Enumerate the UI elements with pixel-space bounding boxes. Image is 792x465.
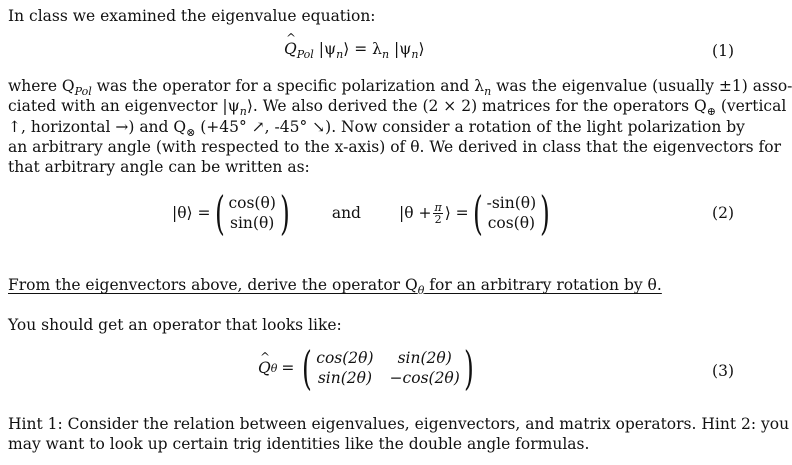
- ket-theta-plus: |θ +: [398, 204, 432, 222]
- paragraph-line-3: ↑, horizontal →) and $Q_\otimes$ (+45° ↗, -45° ↘). Now consider a rotation of the light polarization by: [8, 118, 745, 139]
- equation-2: |θ⟩ = ( cos(θ) sin(θ) ) and |θ + $\frac{\pi}{2}$ ⟩ = ( -sin(θ) cos(θ) ): [172, 190, 554, 236]
- operator-subscript: Pol: [296, 48, 314, 61]
- operator-matrix: ( cos(2θ) sin(2θ) sin(2θ) −cos(2θ) ): [302, 341, 474, 395]
- vector-theta-plus: ( -sin(θ) cos(θ) ): [472, 186, 551, 240]
- equation-number-1: (1): [712, 42, 734, 60]
- equation-number-3: (3): [712, 362, 734, 380]
- and-word: and: [331, 204, 361, 222]
- paragraph-line-2: ciated with an eigenvector $|\psi_n⟩$. We also derived the (2 × 2) matrices for the operators $Q_\oplus$ (vertical: [8, 97, 787, 118]
- paragraph-line-4: an arbitrary angle (with respected to the x-axis) of θ. We derived in class that the eigenvectors for: [8, 138, 782, 156]
- equation-1: ^ $Q_{Pol}$ $|\psi_n⟩ = \lambda_n$ $|\psi_n⟩$: [284, 40, 425, 61]
- paragraph-line-1: where $Q_{Pol}$ was the operator for a specific polarization and $\lambda_n$ was the eigenvalue (usually ±1) asso-: [8, 77, 792, 98]
- ket-theta: |θ⟩ =: [172, 204, 211, 222]
- should-text: You should get an operator that looks like:: [8, 316, 342, 334]
- hint-line-1: Hint 1: Consider the relation between eigenvalues, eigenvectors, and matrix operators. Hint 2: you: [8, 415, 790, 433]
- equals-lambda: = λ: [349, 40, 382, 58]
- task-text: From the eigenvectors above, derive the operator $Q_\theta$ for an arbitrary rotation by θ.: [8, 276, 662, 297]
- equation-number-2: (2): [712, 204, 734, 222]
- ket-psi: |ψ: [318, 40, 337, 58]
- hint-line-2: may want to look up certain trig identities like the double angle formulas.: [8, 435, 590, 453]
- intro-text: In class we examined the eigenvalue equation:: [8, 7, 376, 25]
- vector-theta: ( cos(θ) sin(θ) ): [214, 186, 290, 240]
- operator-q: ^ Q: [284, 40, 297, 58]
- equation-3: ^ Q θ = ( cos(2θ) sin(2θ) sin(2θ) −cos(2θ) ): [258, 345, 478, 391]
- paragraph-line-5: that arbitrary angle can be written as:: [8, 158, 310, 176]
